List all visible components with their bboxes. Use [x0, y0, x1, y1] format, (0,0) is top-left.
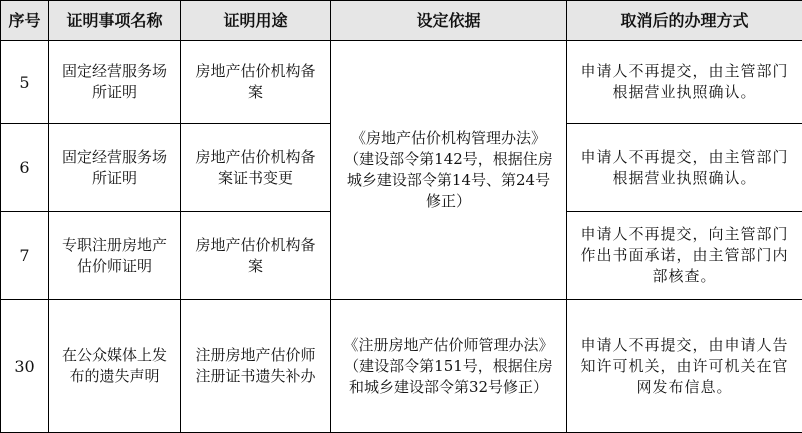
row-item-name: 专职注册房地产估价师证明	[49, 212, 181, 300]
row-handling-mode: 申请人不再提交，由主管部门根据营业执照确认。	[567, 41, 802, 124]
row-handling-mode: 申请人不再提交，向主管部门作出书面承诺，由主管部门内部核查。	[567, 212, 802, 300]
row-item-name: 固定经营服务场所证明	[49, 124, 181, 212]
row-seq: 5	[1, 41, 49, 124]
row-seq: 7	[1, 212, 49, 300]
row-basis-group-2: 《注册房地产估价师管理办法》（建设部令第151号，根据住房和城乡建设部令第32号修正）	[331, 300, 567, 433]
row-usage: 房地产估价机构备案	[181, 212, 331, 300]
row-seq: 6	[1, 124, 49, 212]
table-row	[1, 300, 802, 433]
row-handling-mode: 申请人不再提交，由申请人告知许可机关，由许可机关在官网发布信息。	[567, 300, 802, 433]
header-usage: 证明用途	[181, 1, 331, 41]
row-basis-group-1: 《房地产估价机构管理办法》（建设部令第142号，根据住房城乡建设部令第14号、第24号修正）	[331, 41, 567, 300]
header-seq: 序号	[1, 1, 49, 41]
table-header-row	[1, 1, 802, 41]
row-item-name: 在公众媒体上发布的遗失声明	[49, 300, 181, 433]
header-handling-mode: 取消后的办理方式	[567, 1, 802, 41]
header-item-name: 证明事项名称	[49, 1, 181, 41]
header-basis: 设定依据	[331, 1, 567, 41]
row-seq: 30	[1, 300, 49, 433]
row-handling-mode: 申请人不再提交，由主管部门根据营业执照确认。	[567, 124, 802, 212]
row-usage: 房地产估价机构备案证书变更	[181, 124, 331, 212]
row-usage: 注册房地产估价师注册证书遗失补办	[181, 300, 331, 433]
row-usage: 房地产估价机构备案	[181, 41, 331, 124]
row-item-name: 固定经营服务场所证明	[49, 41, 181, 124]
table-row	[1, 41, 802, 124]
